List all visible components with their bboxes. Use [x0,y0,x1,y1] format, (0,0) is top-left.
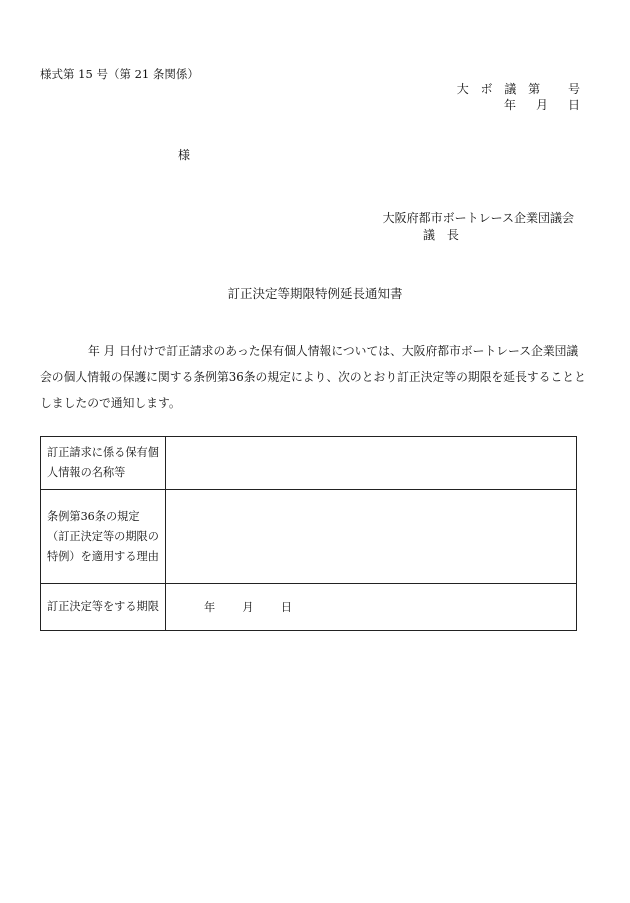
table-label-info-name: 訂正請求に係る保有個人情報の名称等 [41,437,166,490]
document-title: 訂正決定等期限特例延長通知書 [227,286,403,301]
table-value-info-name [166,437,577,490]
table-row [41,437,577,490]
document-date: 年 月 日 [503,98,584,112]
details-table [40,436,577,631]
table-value-reason [166,490,577,584]
document-number: 大 ボ 議 第 号 [456,82,584,96]
table-row [41,490,577,584]
issuer-title: 議 長 [423,228,463,242]
table-value-deadline: 年 月 日 [166,584,577,631]
addressee-honorific: 様 [178,148,191,162]
table-label-deadline: 訂正決定等をする期限 [41,584,166,631]
table-label-reason: 条例第36条の規定（訂正決定等の期限の特例）を適用する理由 [41,490,166,584]
issuer-organization: 大阪府都市ボートレース企業団議会 [382,211,574,225]
form-number: 様式第 15 号（第 21 条関係） [40,67,199,81]
notice-body-text: 年 月 日付けで訂正請求のあった保有個人情報については、大阪府都市ボートレース企業団議会の個人情報の保護に関する条例第36条の規定により、次のとおり訂正決定等の期限を延長することとしましたので通知します。 [40,344,586,410]
table-row [41,584,577,631]
